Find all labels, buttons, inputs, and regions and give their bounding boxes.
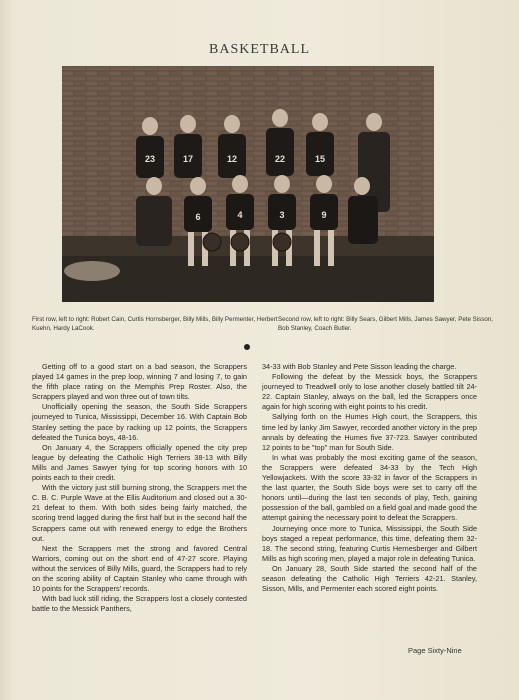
jersey-number: 15 [314,154,326,164]
jersey-number: 17 [182,154,194,164]
article-paragraph: With the victory just still burning strong, the Scrappers met the C. B. C. Purple Wave at the Ellis Auditorium and closed out a 30-21 defeat to them. With both sides being fairly matched, the scoring trend lagged during the first half but in the second half the Scrappers came out with renewed energy to edge the Brothers out. [32,483,247,543]
article-column-right [262,362,477,594]
page-number: Page Sixty-Nine [408,646,462,655]
photo-caption-second-row: Second row, left to right: Billy Sears, Gilbert Mills, James Sawyer, Pete Sisson, Bob Stanley, Coach Butler. [278,316,493,332]
jersey-number: 22 [274,154,286,164]
team-photo-image [62,66,434,302]
jersey-number: 23 [144,154,156,164]
article-paragraph: With bad luck still riding, the Scrappers lost a closely contested battle to the Messick Panthers, [32,594,247,614]
article-paragraph: Sallying forth on the Humes High court, the Scrappers, this time led by lanky Jim Sawyer, recorded another victory in the prep annals by defeating the Humes five 37-723. Sawyer contributed 12 points to be "top" man for South Side. [262,412,477,452]
article-paragraph: Getting off to a good start on a bad season, the Scrappers played 14 games in the prep loop, winning 7 and losing 7, to gain the fifth place rating on the Memphis Prep Roster. Also, the Scrappers played and won three out of town tilts. [32,362,247,402]
jersey-number: 3 [279,210,285,220]
page-title: BASKETBALL [209,42,310,57]
article-paragraph: On January 4, the Scrappers officially opened the city prep league by defeating the Catholic High Terriers 38-13 with Billy Mills and James Sawyer tying for top scoring honors with 10 points each to their credit. [32,442,247,483]
article-column-left [32,362,247,614]
jersey-number: 6 [195,212,201,222]
article-paragraph: Unofficially opening the season, the South Side Scrappers journeyed to Tunica, Mississippi, December 16. With Captain Bob Stanley setting the pace by racking up 12 points, the Scrappers defeated the Tunica boys, 48-16. [32,402,247,442]
photo-caption-first-row: First row, left to right: Robert Cain, Curtis Hornsberger, Billy Mills, Billy Permenter, Herbert Kuehn, Hardy LaCook. [32,316,278,332]
article-paragraph: On January 28, South Side started the second half of the season defeating the Catholic High Terriers 42-21. Stanley, Sisson, Mills, and Permenter each scored eight points. [262,563,477,594]
team-photo [62,66,434,302]
article-paragraph: Following the defeat by the Messick boys, the Scrappers journeyed to Treadwell only to lose another closely battled tilt 24-22. Captain Stanley, always on the ball, led the Scrappers once again for high scoring with eight points to his credit. [262,372,477,412]
jersey-number: 12 [226,154,238,164]
separator-dot [244,344,250,350]
jersey-number: 4 [237,210,243,220]
article-paragraph: Journeying once more to Tunica, Mississippi, the South Side boys staged a repeat performance, this time, defeating them 32-18. The second string, featuring Curtis Hernesberger and Gilbert Mills as high scoring men, played a major role in defeating Tunica. [262,523,477,563]
article-paragraph: 34-33 with Bob Stanley and Pete Sisson leading the charge. [262,362,457,371]
article-paragraph: In what was probably the most exciting game of the season, the Scrappers were defeated 34-33 by the Tech High Yellowjackets. With the score 33-32 in favor of the Scrappers in the last quarter, the South Side boys were set to carry off the honors until—during the last ten seconds of play, Tech, gaining possession of the ball, gambled on a field goal and made good the attempt gaining the necessary point to defeat the Scrappers. [262,452,477,523]
article-paragraph: Next the Scrappers met the strong and favored Central Warriors, coming out on the short end of 47-27 score. Playing without the services of Billy Mills, guard, the Scrappers had to rely on the scoring ability of Captain Stanley who came through with 10 points for the Scrappers' records. [32,543,247,594]
jersey-number: 9 [321,210,327,220]
